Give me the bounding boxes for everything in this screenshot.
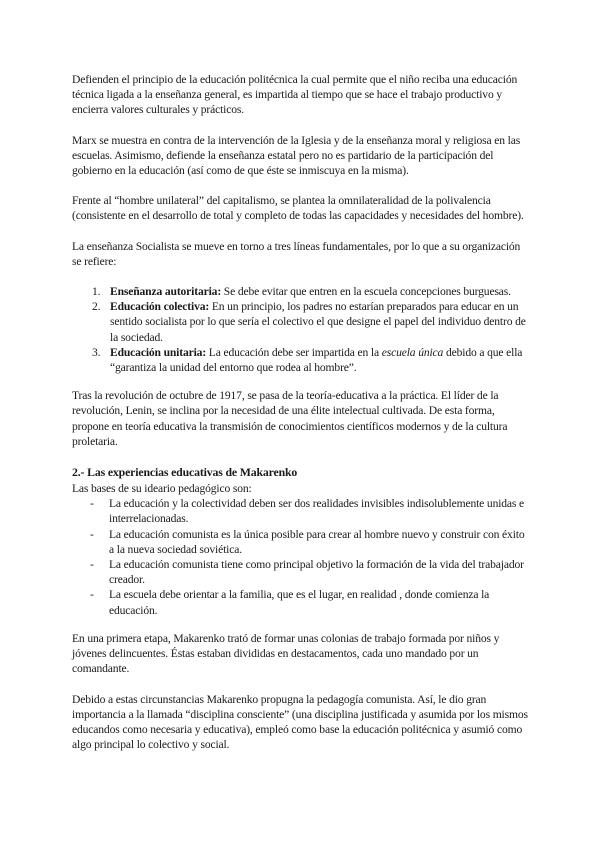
list-term: Educación colectiva:: [110, 300, 210, 314]
list-term: Educación unitaria:: [110, 345, 207, 359]
list-text: La educación y la colectividad deben ser dos realidades invisibles indisolublemente unidas e interrelacionadas.: [109, 497, 525, 526]
paragraph-pedagogia-comunista: Debido a estas circunstancias Makarenko propugna la pedagogía comunista. Así, le dio gran importancia a la llamada “disciplina consciente” (una disciplina justificada y asumida por los mismos educandos como necesaria y educativa), empleó como base la educación politécnica y asumió como algo principal lo colectivo y social.: [72, 692, 528, 752]
list-item: [72, 345, 528, 375]
dash-bullet: -: [90, 558, 94, 572]
dash-list: [72, 496, 528, 618]
list-text: Se debe evitar que entren en la escuela concepciones burguesas.: [221, 285, 511, 299]
list-text-after: debido a que ella “garantiza la unidad del entorno que rodea al hombre”.: [110, 345, 523, 375]
list-number: 1.: [92, 285, 101, 299]
paragraph-marx: Marx se muestra en contra de la intervención de la Iglesia y de la enseñanza moral y religiosa en las escuelas. Asimismo, defiende la enseñanza estatal pero no es partidario de la participación del gobierno en la educación (así como de que éste se inmiscuya en la misma).: [72, 133, 521, 178]
list-item: [72, 496, 528, 526]
list-text: La educación debe ser impartida en la: [206, 345, 382, 359]
list-text: En un principio, los padres no estarían preparados para educar en un sentido socialista por lo que sería el colectivo el que designe el papel del individuo dentro de la sociedad.: [110, 300, 526, 344]
list-number: 2.: [92, 300, 101, 314]
list-item: [72, 527, 528, 557]
list-number: 3.: [92, 345, 101, 359]
paragraph-lineas-fundamentales: La enseñanza Socialista se mueve en torno a tres líneas fundamentales, por lo que a su organización se refiere:: [72, 239, 521, 268]
list-item: [72, 557, 528, 587]
paragraph-politecnica: Defienden el principio de la educación politécnica la cual permite que el niño reciba una educación técnica ligada a la enseñanza general, es impartida al tiempo que se hace el trabajo productivo y encierra valores culturales y prácticos.: [72, 73, 518, 117]
paragraph-revolucion: Tras la revolución de octubre de 1917, se pasa de la teoría-educativa a la práctica. El líder de la revolución, Lenin, se inclina por la necesidad de una élite intelectual cultivada. De esta forma, propone en teoría educativa la transmisión de conocimientos científicos modernos y de la cultura proletaria.: [72, 389, 508, 448]
list-text: La escuela debe orientar a la familia, que es el lugar, en realidad , donde comienza la educación.: [109, 588, 490, 617]
list-text: La educación comunista tiene como principal objetivo la formación de la vida del trabajador creador.: [109, 558, 524, 587]
list-item: [72, 299, 528, 345]
list-italic: escuela única: [381, 345, 444, 359]
dash-bullet: -: [90, 588, 94, 602]
section-heading: 2.- Las experiencias educativas de Makarenko: [72, 465, 298, 480]
list-term: Enseñanza autoritaria:: [110, 285, 222, 299]
list-text: La educación comunista es la única posible para crear al hombre nuevo y construir con éxito a la nueva sociedad soviética.: [109, 527, 525, 556]
document-page: [72, 72, 528, 767]
numbered-list: [72, 284, 528, 375]
paragraph-hombre-unilateral: Frente al “hombre unilateral” del capitalismo, se plantea la omnilateralidad de la polivalencia (consistente en el desarrollo de total y completo de todas las capacidades y necesidades del hombre).: [72, 194, 524, 223]
list-item: [72, 284, 528, 299]
dash-bullet: -: [90, 527, 94, 541]
list-item: [72, 587, 528, 617]
section-intro: Las bases de su ideario pedagógico son:: [72, 482, 252, 496]
paragraph-primera-etapa: En una primera etapa, Makarenko trató de formar unas colonias de trabajo formada por niños y jóvenes delincuentes. Éstas estaban divididas en destacamentos, cada uno mandado por un comandante.: [72, 631, 500, 676]
dash-bullet: -: [90, 497, 94, 511]
